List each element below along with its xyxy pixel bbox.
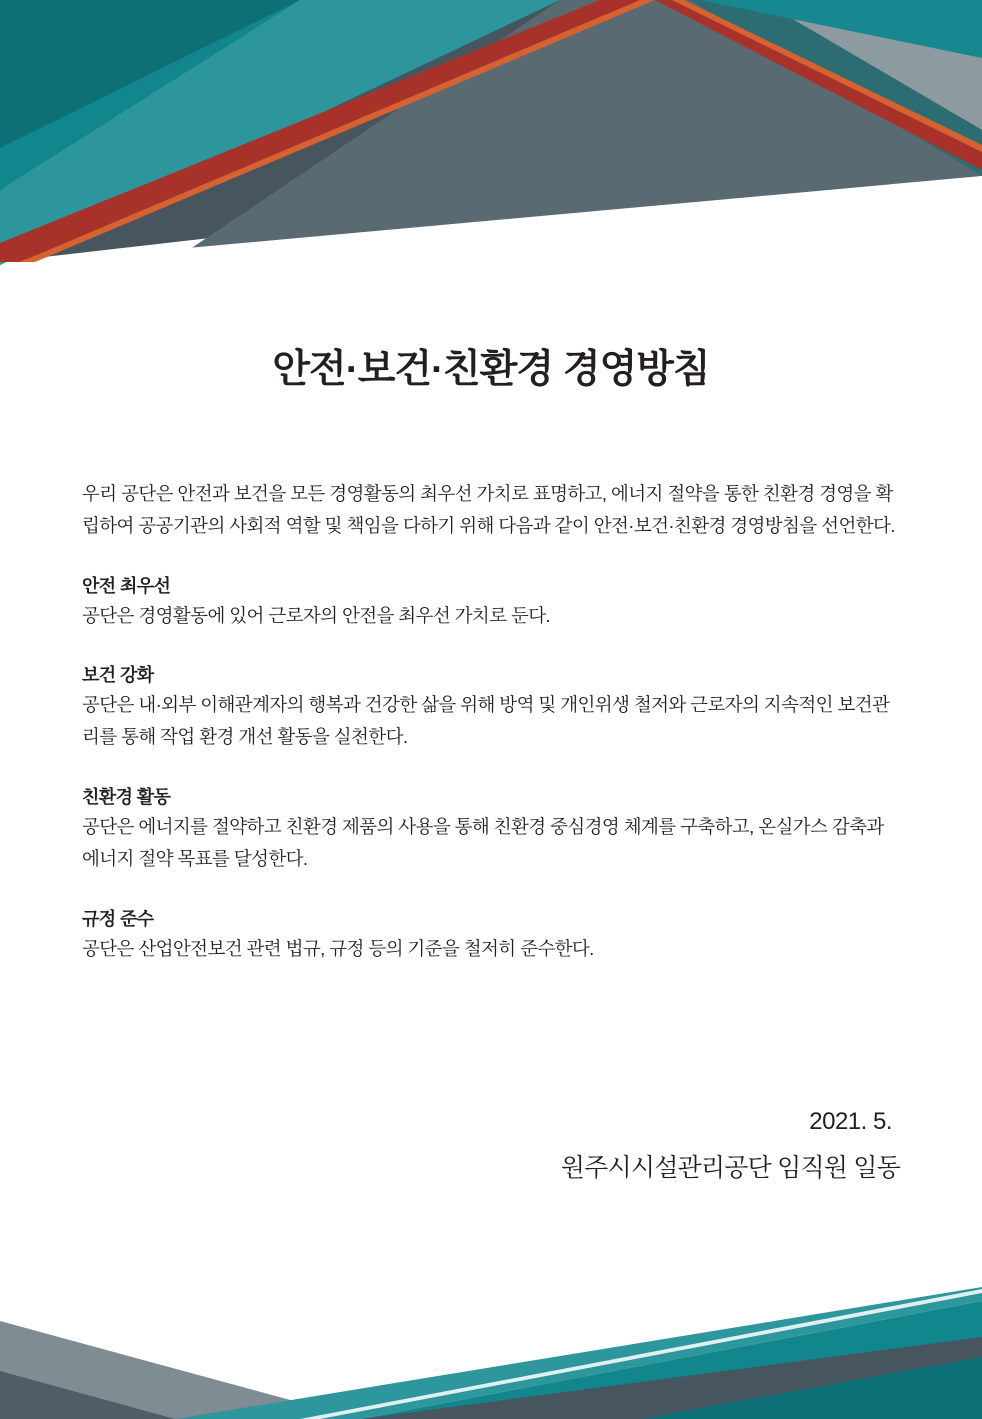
policy-section-health [82, 661, 900, 753]
policy-section-safety [82, 572, 900, 632]
section-heading: 규정 준수 [82, 908, 154, 929]
policy-section-compliance [82, 905, 900, 965]
section-heading: 친환경 활동 [82, 787, 171, 808]
body-block [82, 478, 900, 965]
section-heading: 보건 강화 [82, 665, 154, 686]
signature-date: 2021. 5. [809, 1108, 892, 1135]
bottom-decoration-banner [0, 1279, 982, 1419]
intro-paragraph: 우리 공단은 안전과 보건을 모든 경영활동의 최우선 가치로 표명하고, 에너지 절약을 통한 친환경 경영을 확립하여 공공기관의 사회적 역할 및 책임을 다하기 위해 다음과 같이 안전·보건·친환경 경영방침을 선언한다. [82, 483, 895, 536]
page-title: 안전·보건·친환경 경영방침 [272, 348, 710, 391]
signature-organization: 원주시시설관리공단 임직원 일동 [560, 1154, 900, 1182]
section-text: 공단은 에너지를 절약하고 친환경 제품의 사용을 통해 친환경 중심경영 체계를 구축하고, 온실가스 감축과 에너지 절약 목표를 달성한다. [82, 816, 884, 869]
policy-section-environment [82, 783, 900, 875]
section-text: 공단은 내·외부 이해관계자의 행복과 건강한 삶을 위해 방역 및 개인위생 철저와 근로자의 지속적인 보건관리를 통해 작업 환경 개선 활동을 실천한다. [82, 694, 890, 748]
section-text: 공단은 산업안전보건 관련 법규, 규정 등의 기준을 철저히 준수한다. [82, 937, 594, 959]
signature-block [561, 1108, 900, 1184]
top-decoration-banner [0, 0, 982, 278]
document-content [0, 278, 982, 1279]
top-banner-graphic [0, 0, 982, 278]
section-text: 공단은 경영활동에 있어 근로자의 안전을 최우선 가치로 둔다. [82, 604, 551, 626]
section-heading: 안전 최우선 [82, 575, 171, 596]
bottom-banner-graphic [0, 1279, 982, 1419]
